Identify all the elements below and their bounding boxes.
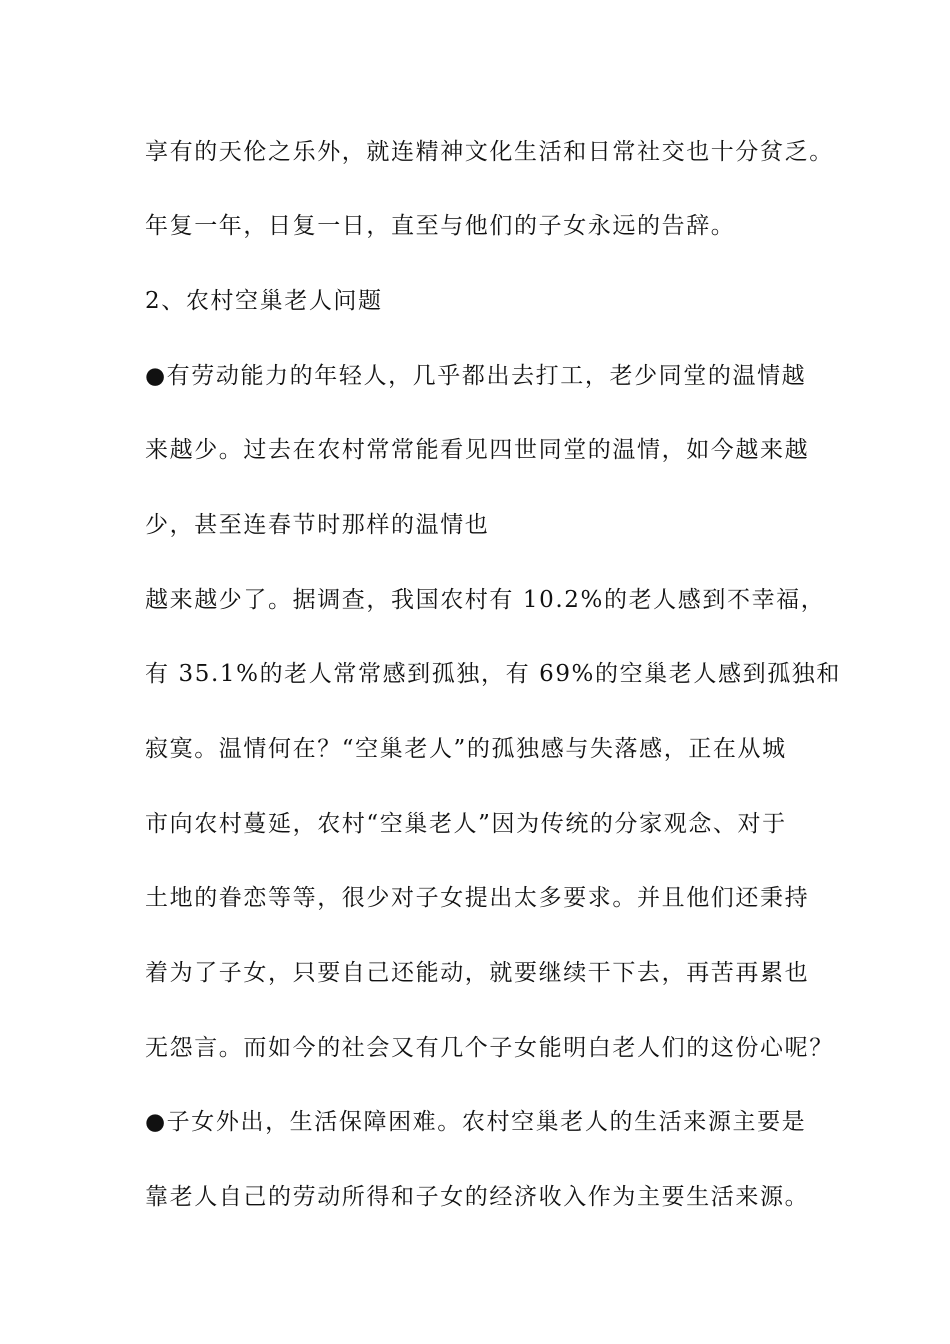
bullet-paragraph-1-line-2: 来越少。过去在农村常常能看见四世同堂的温情，如今越来越 — [145, 437, 810, 463]
bullet-paragraph-1-line-3: 少，甚至连春节时那样的温情也 — [145, 512, 490, 538]
paragraph-line-4: 着为了子女，只要自己还能动，就要继续干下去，再苦再累也 — [145, 960, 810, 986]
paragraph-line-2: 市向农村蔓延，农村“空巢老人”因为传统的分家观念、对于 — [145, 811, 787, 837]
statistics-line-2: 有 35.1%的老人常常感到孤独，有 69%的空巢老人感到孤独和 — [145, 661, 842, 687]
bullet-paragraph-2-line-1: ●子女外出，生活保障困难。农村空巢老人的生活来源主要是 — [145, 1109, 807, 1135]
text-line-2: 年复一年，日复一日，直至与他们的子女永远的告辞。 — [145, 213, 736, 239]
bullet-paragraph-2-line-2: 靠老人自己的劳动所得和子女的经济收入作为主要生活来源。 — [145, 1184, 810, 1210]
paragraph-line-3: 土地的眷恋等等，很少对子女提出太多要求。并且他们还秉持 — [145, 885, 810, 911]
text-line-1: 享有的天伦之乐外，就连精神文化生活和日常社交也十分贫乏。 — [145, 139, 834, 165]
bullet-paragraph-1-line-1: ●有劳动能力的年轻人，几乎都出去打工，老少同堂的温情越 — [145, 363, 807, 389]
statistics-line-1: 越来越少了。据调查，我国农村有 10.2%的老人感到不幸福， — [145, 587, 826, 613]
paragraph-line-5: 无怨言。而如今的社会又有几个子女能明白老人们的这份心呢？ — [145, 1035, 834, 1061]
section-heading: 2、农村空巢老人问题 — [145, 288, 383, 314]
paragraph-line-1: 寂寞。温情何在？“空巢老人”的孤独感与失落感，正在从城 — [145, 736, 787, 762]
